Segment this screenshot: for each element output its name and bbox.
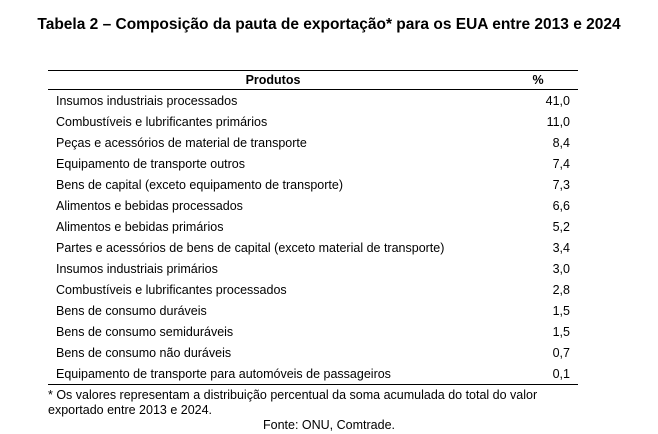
table-body: [48, 90, 578, 385]
percent-cell: 1,5: [552, 324, 570, 339]
product-cell: Insumos industriais primários: [56, 261, 218, 276]
product-cell: Partes e acessórios de bens de capital (exceto material de transporte): [56, 240, 445, 255]
percent-cell: 0,7: [552, 345, 570, 360]
percent-cell: 1,5: [552, 303, 570, 318]
product-cell: Insumos industriais processados: [56, 93, 238, 108]
product-cell: Combustíveis e lubrificantes processados: [56, 282, 287, 297]
table-row: [48, 363, 578, 385]
table-row: [48, 300, 578, 321]
data-table-container: [48, 70, 578, 385]
product-cell: Bens de consumo semiduráveis: [56, 324, 234, 339]
product-cell: Alimentos e bebidas primários: [56, 219, 224, 234]
header-products: Produtos: [48, 71, 498, 90]
table-row: [48, 132, 578, 153]
product-cell: Bens de consumo duráveis: [56, 303, 207, 318]
table-row: [48, 279, 578, 300]
footnote: * Os valores representam a distribuição percentual da soma acumulada do total do valor exportado entre 2013 e 2024.: [48, 388, 538, 417]
table-row: [48, 321, 578, 342]
product-cell: Alimentos e bebidas processados: [56, 198, 243, 213]
percent-cell: 11,0: [546, 114, 570, 129]
percent-cell: 41,0: [545, 93, 570, 108]
percent-cell: 8,4: [552, 135, 570, 150]
percent-cell: 7,3: [552, 177, 570, 192]
percent-cell: 6,6: [552, 198, 570, 213]
table-row: [48, 90, 578, 112]
table-row: [48, 174, 578, 195]
product-cell: Bens de consumo não duráveis: [56, 345, 232, 360]
product-cell: Peças e acessórios de material de transporte: [56, 135, 307, 150]
percent-cell: 7,4: [552, 156, 570, 171]
table-row: [48, 216, 578, 237]
product-cell: Bens de capital (exceto equipamento de transporte): [56, 177, 343, 192]
header-percent: %: [498, 71, 578, 90]
table-row: [48, 237, 578, 258]
percent-cell: 0,1: [498, 363, 578, 385]
percent-cell: 2,8: [552, 282, 570, 297]
percent-cell: 3,0: [552, 261, 570, 276]
table-title: Tabela 2 – Composição da pauta de exportação* para os EUA entre 2013 e 2024: [37, 16, 621, 33]
table-row: [48, 195, 578, 216]
product-cell: Equipamento de transporte para automóveis de passageiros: [48, 363, 498, 385]
product-cell: Equipamento de transporte outros: [56, 156, 246, 171]
table-row: [48, 153, 578, 174]
table-row: [48, 258, 578, 279]
table-row: [48, 111, 578, 132]
source-note: Fonte: ONU, Comtrade.: [263, 418, 395, 432]
table-header: [48, 71, 578, 90]
percent-cell: 3,4: [552, 240, 570, 255]
table-row: [48, 342, 578, 363]
percent-cell: 5,2: [552, 219, 570, 234]
product-cell: Combustíveis e lubrificantes primários: [56, 114, 268, 129]
export-composition-table: [48, 70, 578, 385]
header-row: [48, 71, 578, 90]
